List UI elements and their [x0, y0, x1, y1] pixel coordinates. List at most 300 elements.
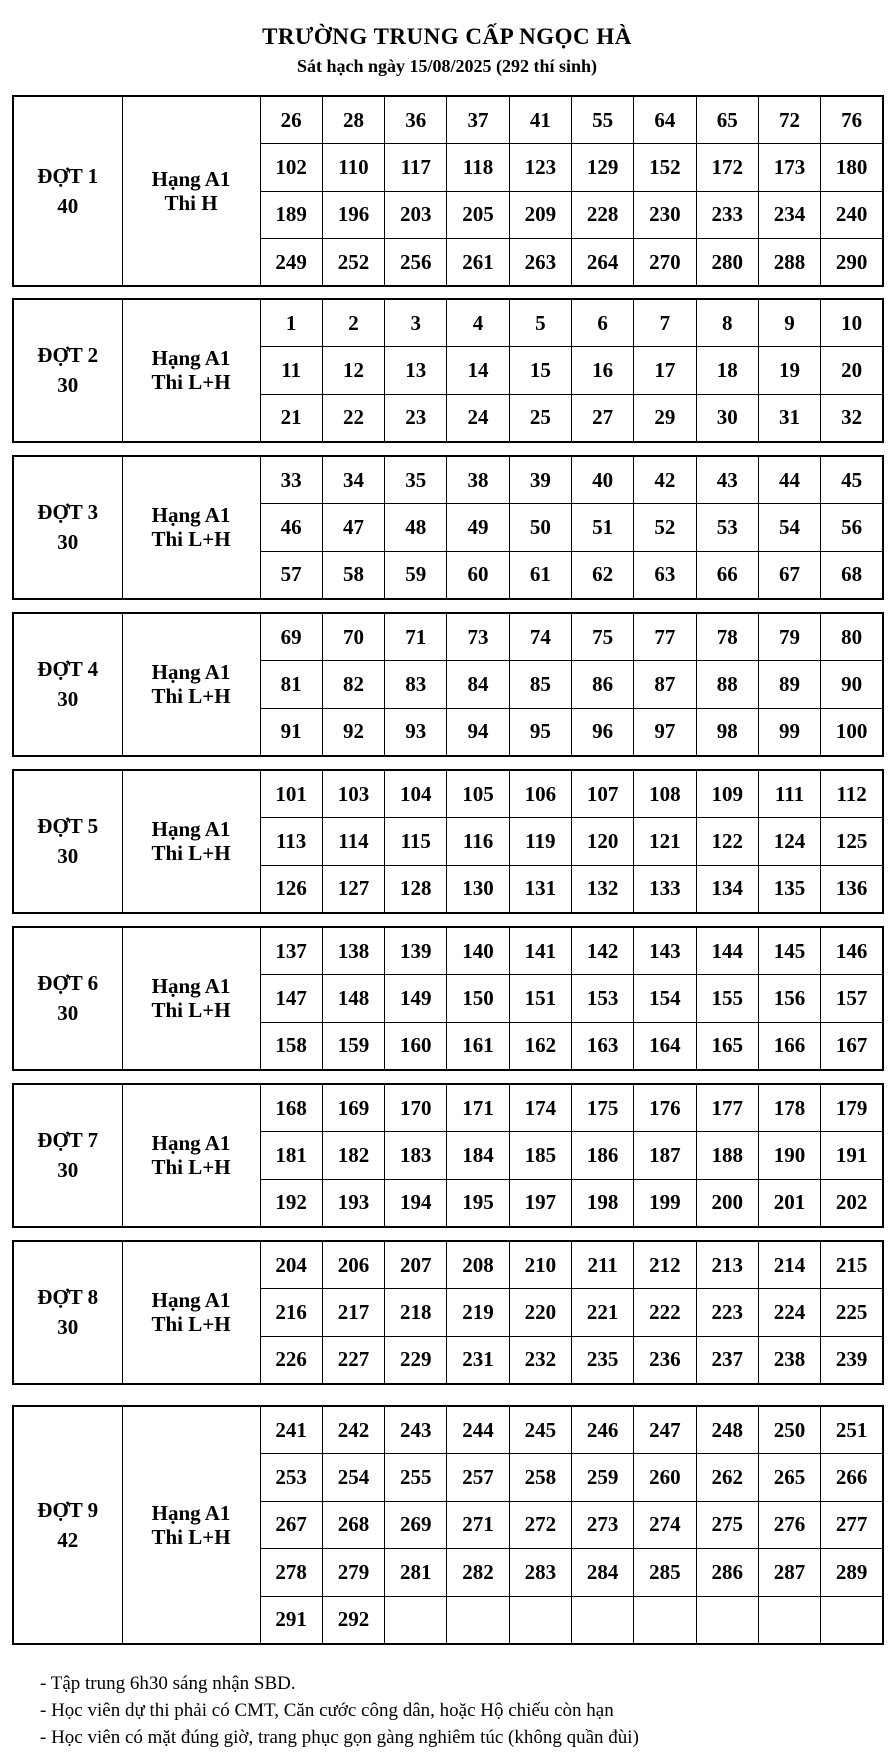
candidate-number: 89	[758, 661, 820, 709]
license-class: Hạng A1	[151, 817, 231, 842]
exam-type: Thi L+H	[151, 841, 231, 866]
candidate-number: 227	[322, 1336, 384, 1384]
candidate-number: 130	[447, 865, 509, 913]
candidate-number: 107	[571, 770, 633, 818]
batch-label	[13, 770, 122, 913]
candidate-number: 228	[571, 191, 633, 239]
candidate-number: 92	[322, 708, 384, 756]
candidate-number: 148	[322, 975, 384, 1023]
candidate-number: 157	[821, 975, 883, 1023]
notes	[40, 1670, 639, 1751]
candidate-number: 45	[821, 456, 883, 504]
candidate-number: 211	[571, 1241, 633, 1289]
candidate-number: 279	[322, 1549, 384, 1597]
candidate-number: 158	[260, 1022, 322, 1070]
candidate-number: 2	[322, 299, 384, 347]
candidate-number: 277	[821, 1501, 883, 1549]
batch-label	[13, 927, 122, 1070]
batch-class	[122, 1241, 260, 1384]
candidate-number: 163	[571, 1022, 633, 1070]
candidate-number: 145	[758, 927, 820, 975]
candidate-number: 123	[509, 144, 571, 192]
candidate-number: 155	[696, 975, 758, 1023]
candidate-number: 167	[821, 1022, 883, 1070]
candidate-number: 206	[322, 1241, 384, 1289]
candidate-number: 255	[385, 1454, 447, 1502]
table-row	[13, 770, 883, 818]
candidate-number: 156	[758, 975, 820, 1023]
candidate-number: 205	[447, 191, 509, 239]
candidate-number: 50	[509, 504, 571, 552]
exam-type: Thi H	[164, 191, 218, 215]
candidate-number: 245	[509, 1406, 571, 1454]
candidate-number: 173	[758, 144, 820, 192]
candidate-number: 61	[509, 551, 571, 599]
batch-table	[12, 298, 884, 443]
batch-class	[122, 613, 260, 756]
candidate-number: 246	[571, 1406, 633, 1454]
candidate-number: 100	[821, 708, 883, 756]
candidate-number: 257	[447, 1454, 509, 1502]
candidate-number: 235	[571, 1336, 633, 1384]
candidate-number: 188	[696, 1132, 758, 1180]
candidate-number: 6	[571, 299, 633, 347]
candidate-number: 85	[509, 661, 571, 709]
candidate-number: 136	[821, 865, 883, 913]
candidate-number: 198	[571, 1179, 633, 1227]
candidate-number: 7	[634, 299, 696, 347]
candidate-number: 291	[260, 1596, 322, 1644]
candidate-number: 118	[447, 144, 509, 192]
candidate-number: 203	[385, 191, 447, 239]
note-line: - Tập trung 6h30 sáng nhận SBD.	[40, 1673, 296, 1694]
batch-count: 30	[57, 844, 79, 869]
candidate-number: 260	[634, 1454, 696, 1502]
candidate-number: 13	[385, 347, 447, 395]
batch-table	[12, 95, 884, 287]
candidate-number: 39	[509, 456, 571, 504]
candidate-number: 83	[385, 661, 447, 709]
candidate-number: 233	[696, 191, 758, 239]
candidate-number: 179	[821, 1084, 883, 1132]
candidate-number: 101	[260, 770, 322, 818]
batch-class	[122, 927, 260, 1070]
batch-class	[122, 299, 260, 442]
page-subtitle: Sát hạch ngày 15/08/2025 (292 thí sinh)	[296, 56, 598, 76]
candidate-number: 151	[509, 975, 571, 1023]
candidate-number: 119	[509, 818, 571, 866]
candidate-number: 48	[385, 504, 447, 552]
candidate-number: 4	[447, 299, 509, 347]
candidate-number: 41	[509, 96, 571, 144]
batch-table	[12, 1405, 884, 1645]
candidate-number: 248	[696, 1406, 758, 1454]
table-row	[13, 1406, 883, 1454]
candidate-number: 219	[447, 1289, 509, 1337]
candidate-number: 176	[634, 1084, 696, 1132]
candidate-number: 265	[758, 1454, 820, 1502]
candidate-number: 242	[322, 1406, 384, 1454]
candidate-number: 264	[571, 239, 633, 287]
batch-class	[122, 1406, 260, 1644]
candidate-number: 18	[696, 347, 758, 395]
candidate-number: 170	[385, 1084, 447, 1132]
table-row	[13, 613, 883, 661]
candidate-number: 77	[634, 613, 696, 661]
candidate-number: 159	[322, 1022, 384, 1070]
candidate-number: 204	[260, 1241, 322, 1289]
candidate-number: 99	[758, 708, 820, 756]
candidate-number: 128	[385, 865, 447, 913]
candidate-number: 252	[322, 239, 384, 287]
candidate-number: 1	[260, 299, 322, 347]
candidate-number: 72	[758, 96, 820, 144]
batch-name: ĐỢT 5	[37, 814, 99, 839]
candidate-number: 35	[385, 456, 447, 504]
candidate-number: 125	[821, 818, 883, 866]
candidate-number: 221	[571, 1289, 633, 1337]
candidate-number: 225	[821, 1289, 883, 1337]
candidate-number	[821, 1596, 883, 1644]
candidate-number: 49	[447, 504, 509, 552]
candidate-number: 26	[260, 96, 322, 144]
candidate-number: 21	[260, 394, 322, 442]
license-class: Hạng A1	[151, 974, 231, 999]
candidate-number: 275	[696, 1501, 758, 1549]
candidate-number: 237	[696, 1336, 758, 1384]
candidate-number: 112	[821, 770, 883, 818]
candidate-number: 200	[696, 1179, 758, 1227]
candidate-number: 280	[696, 239, 758, 287]
candidate-number: 269	[385, 1501, 447, 1549]
candidate-number: 31	[758, 394, 820, 442]
candidate-number: 143	[634, 927, 696, 975]
candidate-number: 168	[260, 1084, 322, 1132]
batch-label	[13, 613, 122, 756]
license-class: Hạng A1	[151, 503, 231, 528]
candidate-number: 69	[260, 613, 322, 661]
candidate-number: 153	[571, 975, 633, 1023]
candidate-number: 81	[260, 661, 322, 709]
candidate-number: 149	[385, 975, 447, 1023]
candidate-number: 127	[322, 865, 384, 913]
candidate-number: 210	[509, 1241, 571, 1289]
batch-count: 30	[57, 687, 79, 712]
candidate-number: 86	[571, 661, 633, 709]
candidate-number: 70	[322, 613, 384, 661]
batch-label	[13, 299, 122, 442]
candidate-number: 88	[696, 661, 758, 709]
candidate-number: 284	[571, 1549, 633, 1597]
exam-type: Thi L+H	[151, 1524, 231, 1549]
license-class: Hạng A1	[151, 1131, 231, 1156]
candidate-number: 129	[571, 144, 633, 192]
candidate-number: 239	[821, 1336, 883, 1384]
candidate-number: 78	[696, 613, 758, 661]
candidate-number: 133	[634, 865, 696, 913]
candidate-number: 109	[696, 770, 758, 818]
license-class: Hạng A1	[151, 1500, 231, 1525]
batch-class	[122, 1084, 260, 1227]
candidate-number: 213	[696, 1241, 758, 1289]
batch-table	[12, 455, 884, 600]
candidate-number: 140	[447, 927, 509, 975]
candidate-number: 65	[696, 96, 758, 144]
candidate-number: 95	[509, 708, 571, 756]
candidate-number: 29	[634, 394, 696, 442]
candidate-number: 55	[571, 96, 633, 144]
candidate-number: 16	[571, 347, 633, 395]
candidate-number: 23	[385, 394, 447, 442]
candidate-number: 222	[634, 1289, 696, 1337]
candidate-number: 217	[322, 1289, 384, 1337]
candidate-number: 202	[821, 1179, 883, 1227]
candidate-number	[385, 1596, 447, 1644]
batch-name: ĐỢT 9	[37, 1497, 99, 1522]
candidate-number: 113	[260, 818, 322, 866]
candidate-number: 278	[260, 1549, 322, 1597]
candidate-number: 87	[634, 661, 696, 709]
exam-type: Thi L+H	[151, 998, 231, 1023]
candidate-number: 20	[821, 347, 883, 395]
candidate-number: 67	[758, 551, 820, 599]
batch-count: 30	[57, 373, 79, 398]
candidate-number: 74	[509, 613, 571, 661]
candidate-number: 234	[758, 191, 820, 239]
candidate-number: 115	[385, 818, 447, 866]
candidate-number: 254	[322, 1454, 384, 1502]
candidate-number: 258	[509, 1454, 571, 1502]
candidate-number: 44	[758, 456, 820, 504]
candidate-number: 59	[385, 551, 447, 599]
candidate-number: 33	[260, 456, 322, 504]
candidate-number: 62	[571, 551, 633, 599]
candidate-number: 216	[260, 1289, 322, 1337]
candidate-number: 139	[385, 927, 447, 975]
candidate-number: 79	[758, 613, 820, 661]
exam-type: Thi L+H	[151, 1312, 231, 1337]
candidate-number: 250	[758, 1406, 820, 1454]
candidate-number: 192	[260, 1179, 322, 1227]
batch-count: 42	[57, 1527, 79, 1552]
candidate-number: 160	[385, 1022, 447, 1070]
candidate-number: 184	[447, 1132, 509, 1180]
candidate-number: 282	[447, 1549, 509, 1597]
batch-class	[122, 456, 260, 599]
candidate-number: 84	[447, 661, 509, 709]
candidate-number: 9	[758, 299, 820, 347]
batch-count: 30	[57, 1001, 79, 1026]
candidate-number: 193	[322, 1179, 384, 1227]
batch-label	[13, 1241, 122, 1384]
candidate-number: 10	[821, 299, 883, 347]
candidate-number: 47	[322, 504, 384, 552]
candidate-number: 147	[260, 975, 322, 1023]
candidate-number: 249	[260, 239, 322, 287]
candidate-number: 256	[385, 239, 447, 287]
candidate-number: 24	[447, 394, 509, 442]
candidate-number: 142	[571, 927, 633, 975]
batch-count: 40	[57, 194, 79, 218]
batch-table	[12, 926, 884, 1071]
candidate-number: 114	[322, 818, 384, 866]
candidate-number	[634, 1596, 696, 1644]
candidate-number: 189	[260, 191, 322, 239]
batch-class	[122, 770, 260, 913]
candidate-number: 96	[571, 708, 633, 756]
table-row	[13, 1084, 883, 1132]
candidate-number: 94	[447, 708, 509, 756]
candidate-number: 22	[322, 394, 384, 442]
candidate-number: 287	[758, 1549, 820, 1597]
candidate-number: 111	[758, 770, 820, 818]
candidate-number: 231	[447, 1336, 509, 1384]
candidate-number: 146	[821, 927, 883, 975]
candidate-number: 201	[758, 1179, 820, 1227]
candidate-number: 263	[509, 239, 571, 287]
candidate-number: 207	[385, 1241, 447, 1289]
candidate-number: 165	[696, 1022, 758, 1070]
candidate-number: 53	[696, 504, 758, 552]
candidate-number: 270	[634, 239, 696, 287]
batch-name: ĐỢT 4	[37, 657, 99, 682]
candidate-number: 37	[447, 96, 509, 144]
license-class: Hạng A1	[151, 1288, 231, 1313]
candidate-number: 5	[509, 299, 571, 347]
candidate-number: 290	[821, 239, 883, 287]
candidate-number: 268	[322, 1501, 384, 1549]
candidate-number: 104	[385, 770, 447, 818]
candidate-number: 116	[447, 818, 509, 866]
license-class: Hạng A1	[151, 660, 231, 685]
candidate-number: 34	[322, 456, 384, 504]
candidate-number: 183	[385, 1132, 447, 1180]
candidate-number: 91	[260, 708, 322, 756]
batch-name: ĐỢT 7	[37, 1128, 99, 1153]
batch-name: ĐỢT 1	[37, 164, 99, 188]
candidate-number: 281	[385, 1549, 447, 1597]
candidate-number: 27	[571, 394, 633, 442]
note-line: - Học viên có mặt đúng giờ, trang phục gọn gàng nghiêm túc (không quần đùi)	[40, 1727, 639, 1748]
candidate-number: 274	[634, 1501, 696, 1549]
candidate-number: 169	[322, 1084, 384, 1132]
candidate-number: 80	[821, 613, 883, 661]
candidate-number: 103	[322, 770, 384, 818]
candidate-number: 30	[696, 394, 758, 442]
candidate-number: 131	[509, 865, 571, 913]
candidate-number: 190	[758, 1132, 820, 1180]
candidate-number: 135	[758, 865, 820, 913]
candidate-number: 215	[821, 1241, 883, 1289]
candidate-number: 172	[696, 144, 758, 192]
table-row	[13, 456, 883, 504]
candidate-number: 3	[385, 299, 447, 347]
batch-class	[122, 96, 260, 286]
candidate-number: 286	[696, 1549, 758, 1597]
candidate-number: 56	[821, 504, 883, 552]
batch-label	[13, 1084, 122, 1227]
candidate-number: 232	[509, 1336, 571, 1384]
candidate-number	[447, 1596, 509, 1644]
candidate-number: 64	[634, 96, 696, 144]
candidate-number: 43	[696, 456, 758, 504]
table-row	[13, 299, 883, 347]
candidate-number: 212	[634, 1241, 696, 1289]
candidate-number: 150	[447, 975, 509, 1023]
candidate-number: 236	[634, 1336, 696, 1384]
candidate-number: 126	[260, 865, 322, 913]
batch-table	[12, 1240, 884, 1385]
candidate-number: 178	[758, 1084, 820, 1132]
exam-type: Thi L+H	[151, 370, 231, 395]
batch-label	[13, 456, 122, 599]
table-row	[13, 927, 883, 975]
table-row	[13, 1241, 883, 1289]
batch-table	[12, 769, 884, 914]
candidate-number: 226	[260, 1336, 322, 1384]
candidate-number: 38	[447, 456, 509, 504]
candidate-number: 71	[385, 613, 447, 661]
candidate-number: 164	[634, 1022, 696, 1070]
candidate-number: 28	[322, 96, 384, 144]
candidate-number: 32	[821, 394, 883, 442]
candidate-number: 120	[571, 818, 633, 866]
note-line: - Học viên dự thi phải có CMT, Căn cước công dân, hoặc Hộ chiếu còn hạn	[40, 1700, 614, 1721]
candidate-number: 267	[260, 1501, 322, 1549]
candidate-number: 214	[758, 1241, 820, 1289]
candidate-number: 25	[509, 394, 571, 442]
candidate-number: 185	[509, 1132, 571, 1180]
candidate-number: 73	[447, 613, 509, 661]
candidate-number: 122	[696, 818, 758, 866]
candidate-number: 175	[571, 1084, 633, 1132]
candidate-number: 177	[696, 1084, 758, 1132]
batch-count: 30	[57, 1158, 79, 1183]
candidate-number: 271	[447, 1501, 509, 1549]
candidate-number: 154	[634, 975, 696, 1023]
candidate-number: 60	[447, 551, 509, 599]
candidate-number: 138	[322, 927, 384, 975]
candidate-number: 261	[447, 239, 509, 287]
candidate-number: 54	[758, 504, 820, 552]
candidate-number: 224	[758, 1289, 820, 1337]
candidate-number: 68	[821, 551, 883, 599]
candidate-number: 181	[260, 1132, 322, 1180]
candidate-number: 171	[447, 1084, 509, 1132]
candidate-number: 272	[509, 1501, 571, 1549]
candidate-number: 124	[758, 818, 820, 866]
candidate-number: 75	[571, 613, 633, 661]
exam-type: Thi L+H	[151, 684, 231, 709]
candidate-number: 105	[447, 770, 509, 818]
candidate-number: 51	[571, 504, 633, 552]
candidate-number: 162	[509, 1022, 571, 1070]
candidate-number: 144	[696, 927, 758, 975]
batch-name: ĐỢT 6	[37, 971, 99, 996]
candidate-number: 243	[385, 1406, 447, 1454]
candidate-number: 244	[447, 1406, 509, 1454]
candidate-number: 209	[509, 191, 571, 239]
candidate-number: 266	[821, 1454, 883, 1502]
candidate-number: 141	[509, 927, 571, 975]
candidate-number: 182	[322, 1132, 384, 1180]
candidate-number: 288	[758, 239, 820, 287]
candidate-number: 166	[758, 1022, 820, 1070]
candidate-number: 132	[571, 865, 633, 913]
candidate-number: 17	[634, 347, 696, 395]
candidate-number: 161	[447, 1022, 509, 1070]
candidate-number: 285	[634, 1549, 696, 1597]
